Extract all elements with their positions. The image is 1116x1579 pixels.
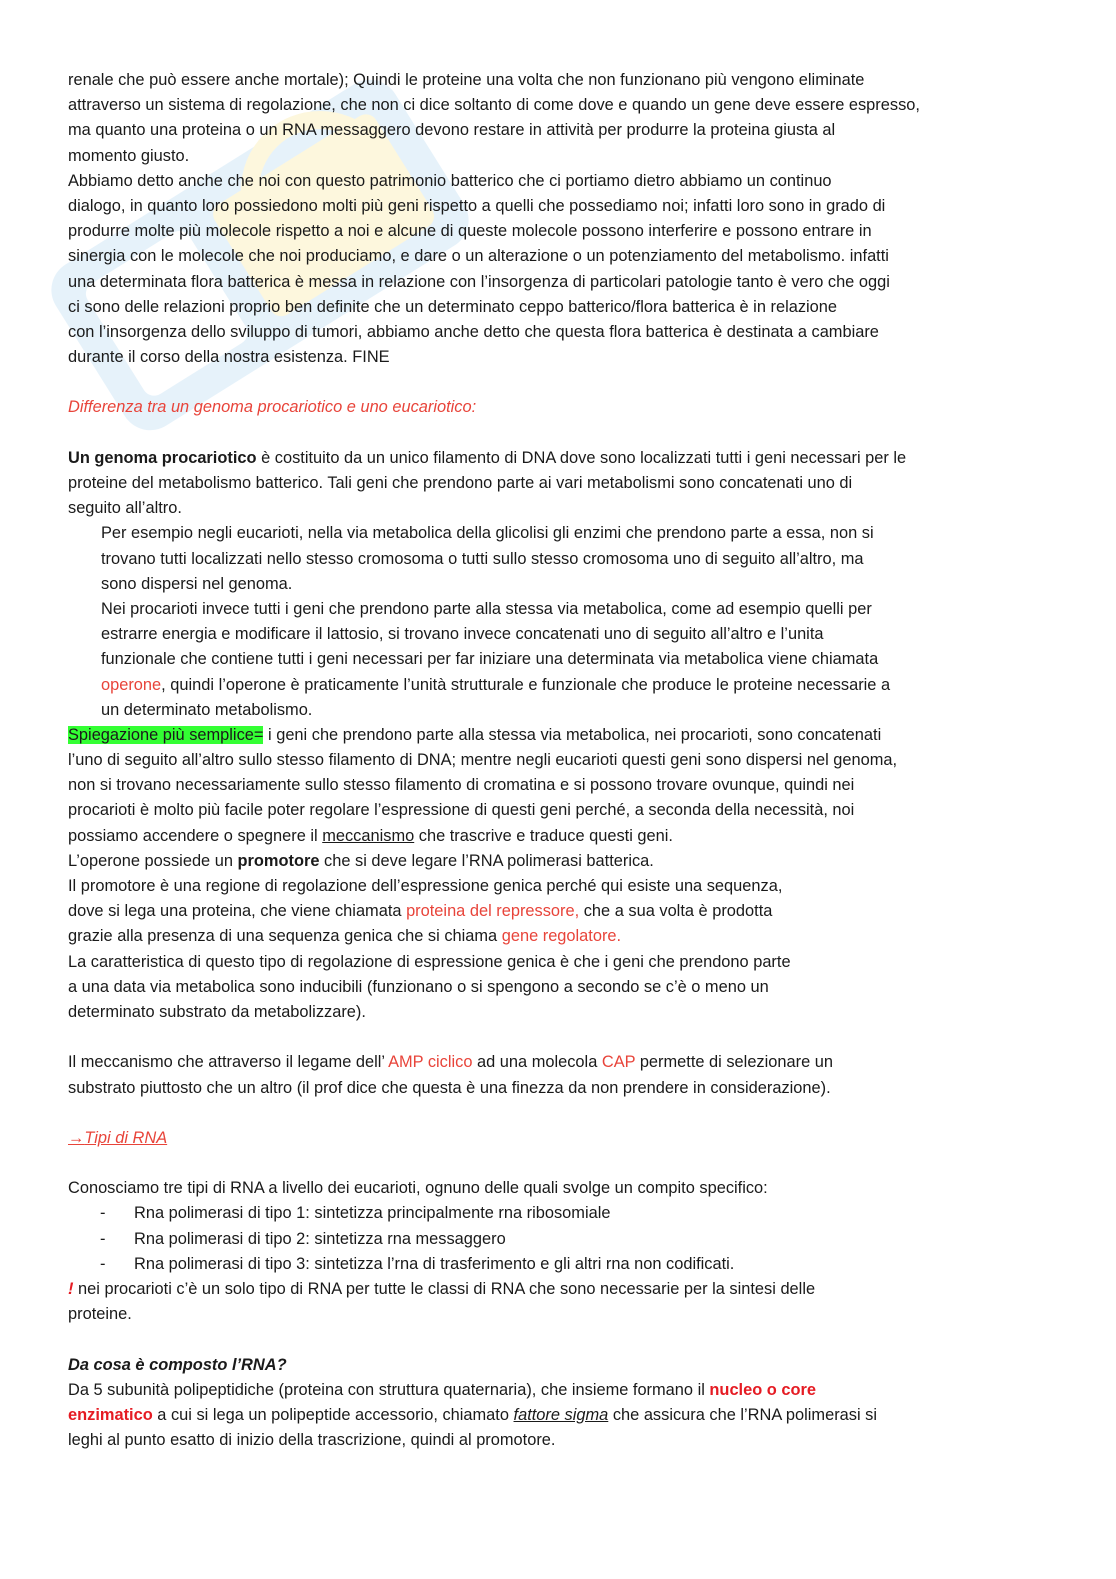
term-proteina-repressore: proteina del repressore,: [406, 902, 580, 921]
section-heading-composizione-rna: Da cosa è composto l’RNA?: [68, 1355, 287, 1374]
text-line: durante il corso della nostra esistenza. FINE: [68, 348, 390, 367]
text-span: ad una molecola: [472, 1053, 602, 1072]
paragraph-amp-ciclico: [68, 1050, 1048, 1100]
text-line: trovano tutti localizzati nello stesso cromosoma o tutti sullo stesso cromosoma uno di seguito all’altro, ma: [101, 549, 864, 568]
term-operone: operone: [101, 675, 162, 694]
paragraph-spiegazione: [68, 723, 1048, 849]
paragraph-intro: [68, 68, 1048, 169]
text-span: L’operone possiede un: [68, 851, 238, 870]
text-line: dialogo, in quanto loro possiedono molti più geni rispetto a quelli che possediamo noi; infatti loro sono in grado di: [68, 196, 886, 215]
text-span: è costituito da un unico filamento di DNA dove sono localizzati tutti i geni necessari per le: [256, 448, 907, 467]
list-item-text: Rna polimerasi di tipo 1: sintetizza principalmente rna ribosomiale: [134, 1204, 611, 1223]
text-span: , quindi l’operone è praticamente l’unità strutturale e funzionale che produce le proteine necessarie a: [161, 675, 891, 694]
underlined-term: meccanismo: [322, 826, 415, 845]
text-span: che a sua volta è prodotta: [579, 902, 773, 921]
text-line: attraverso un sistema di regolazione, che non ci dice soltanto di come dove e quando un gene deve essere espresso,: [68, 96, 920, 115]
text-line: determinato substrato da metabolizzare).: [68, 1002, 366, 1021]
paragraph-genoma-procariotico: [68, 446, 1048, 522]
text-line: proteine.: [68, 1305, 132, 1324]
paragraph-esempio-eucarioti: [68, 521, 1048, 597]
text-line: con l’insorgenza dello sviluppo di tumori, abbiamo anche detto che questa flora batterica è destinata a cambiare: [68, 322, 879, 341]
bold-term: Un genoma procariotico: [68, 448, 257, 467]
list-item-text: Rna polimerasi di tipo 2: sintetizza rna messaggero: [134, 1229, 506, 1248]
paragraph-subunita: [68, 1378, 1048, 1454]
term-gene-regolatore: gene regolatore.: [501, 927, 622, 946]
bold-term: promotore: [237, 851, 320, 870]
text-line: leghi al punto esatto di inizio della trascrizione, quindi al promotore.: [68, 1431, 556, 1450]
paragraph-inducibili: [68, 950, 1048, 1026]
term-enzimatico: enzimatico: [68, 1405, 153, 1424]
paragraph-tre-tipi: Conosciamo tre tipi di RNA a livello dei eucarioti, ognuno delle quali svolge un compito specifico:: [68, 1179, 768, 1198]
text-line: renale che può essere anche mortale); Quindi le proteine una volta che non funzionano più vengono eliminate: [68, 71, 865, 89]
text-line: un determinato metabolismo.: [101, 700, 313, 719]
text-span: i geni che prendono parte alla stessa via metabolica, nei procarioti, sono concatenati: [263, 725, 882, 744]
list-item: [68, 1201, 1048, 1226]
text-line: seguito all’altro.: [68, 499, 182, 518]
text-line: momento giusto.: [68, 146, 190, 165]
term-cap: CAP: [601, 1053, 636, 1072]
list-dash: -: [100, 1229, 106, 1248]
text-span: permette di selezionare un: [635, 1053, 833, 1072]
heading-text: Tipi di RNA: [84, 1128, 168, 1147]
text-line: ma quanto una proteina o un RNA messaggero devono restare in attività per produrre la proteina giusta al: [68, 121, 836, 140]
paragraph-promotore: [68, 849, 1048, 874]
text-line: funzionale che contiene tutti i geni necessari per far iniziare una determinata via metabolica viene chiamata: [101, 650, 879, 669]
text-line: Abbiamo detto anche che noi con questo patrimonio batterico che ci portiamo dietro abbiamo un continuo: [68, 171, 832, 190]
list-dash: -: [100, 1204, 106, 1223]
paragraph-flora-batterica: [68, 169, 1048, 371]
document-page: [68, 68, 1048, 1453]
text-line: proteine del metabolismo batterico. Tali geni che prendono parte ai vari metabolismi sono concatenati uno di: [68, 474, 853, 492]
text-line: Nei procarioti invece tutti i geni che prendono parte alla stessa via metabolica, come ad esempio quelli per: [101, 599, 872, 618]
list-dash: -: [100, 1254, 106, 1273]
exclamation-icon: !: [68, 1280, 74, 1298]
text-line: a una data via metabolica sono inducibili (funzionano o si spengono a secondo se c’è o meno un: [68, 977, 769, 996]
text-span: possiamo accendere o spegnere il: [68, 826, 323, 845]
text-line: sono dispersi nel genoma.: [101, 574, 293, 593]
text-span: che si deve legare l’RNA polimerasi batterica.: [319, 851, 654, 870]
text-span: che assicura che l’RNA polimerasi si: [608, 1405, 878, 1424]
text-line: una determinata flora batterica è messa in relazione con l’insorgenza di particolari patologie tanto è vero che oggi: [68, 272, 890, 291]
list-item-text: Rna polimerasi di tipo 3: sintetizza l’rna di trasferimento e gli altri rna non codificati.: [134, 1254, 735, 1273]
text-line: La caratteristica di questo tipo di regolazione di espressione genica è che i geni che prendono parte: [68, 952, 791, 971]
text-line: Per esempio negli eucarioti, nella via metabolica della glicolisi gli enzimi che prendono parte a essa, non si: [101, 524, 874, 543]
list-item: [68, 1252, 1048, 1277]
text-span: a cui si lega un polipeptide accessorio, chiamato: [152, 1405, 514, 1424]
paragraph-procarioti-rna: [68, 1277, 1048, 1327]
text-line: sinergia con le molecole che noi produciamo, e dare o un alterazione o un potenziamento del metabolismo. infatti: [68, 247, 889, 266]
text-line: l’uno di seguito all’altro sullo stesso filamento di DNA; mentre negli eucarioti questi geni sono dispersi nel genoma,: [68, 751, 898, 770]
text-line: substrato piuttosto che un altro (il prof dice che questa è una finezza da non prendere in considerazione).: [68, 1078, 831, 1097]
paragraph-regolazione: [68, 874, 1048, 950]
term-amp-ciclico: AMP ciclico: [388, 1053, 473, 1072]
text-line: ci sono delle relazioni proprio ben definite che un determinato ceppo batterico/flora batterica è in relazione: [68, 297, 838, 316]
term-nucleo-core: nucleo o core: [709, 1380, 816, 1399]
highlight-label: Spiegazione più semplice=: [68, 725, 264, 744]
text-span: grazie alla presenza di una sequenza genica che si chiama: [68, 927, 502, 946]
text-line: Il promotore è una regione di regolazione dell’espressione genica perché qui esiste una sequenza,: [68, 877, 783, 895]
text-span: dove si lega una proteina, che viene chiamata: [68, 902, 407, 921]
section-heading-tipi-rna: [68, 1126, 1048, 1151]
text-line: estrarre energia e modificare il lattosio, si trovano invece concatenati uno di seguito all’altro e l’unita: [101, 625, 824, 644]
section-heading-genoma: Differenza tra un genoma procariotico e uno eucariotico:: [68, 398, 477, 417]
term-fattore-sigma: fattore sigma: [513, 1405, 609, 1424]
list-item: [68, 1227, 1048, 1252]
text-span: nei procarioti c’è un solo tipo di RNA per tutte le classi di RNA che sono necessarie per la sintesi delle: [73, 1280, 816, 1298]
paragraph-procarioti-operone: [68, 597, 1048, 723]
arrow-icon: →: [68, 1128, 85, 1147]
text-span: che trascrive e traduce questi geni.: [414, 826, 673, 845]
text-line: procarioti è molto più facile poter regolare l’espressione di questi geni perché, a seconda della necessità, noi: [68, 801, 855, 820]
text-line: non si trovano necessariamente sullo stesso filamento di cromatina e si possono trovare ovunque, quindi nei: [68, 776, 855, 795]
text-line: produrre molte più molecole rispetto a noi e alcune di queste molecole possono interferire e possono entrare in: [68, 222, 872, 241]
text-span: Il meccanismo che attraverso il legame dell’: [68, 1053, 389, 1072]
rna-polimerasi-list: [68, 1201, 1048, 1277]
text-span: Da 5 subunità polipeptidiche (proteina con struttura quaternaria), che insieme formano il: [68, 1380, 710, 1399]
